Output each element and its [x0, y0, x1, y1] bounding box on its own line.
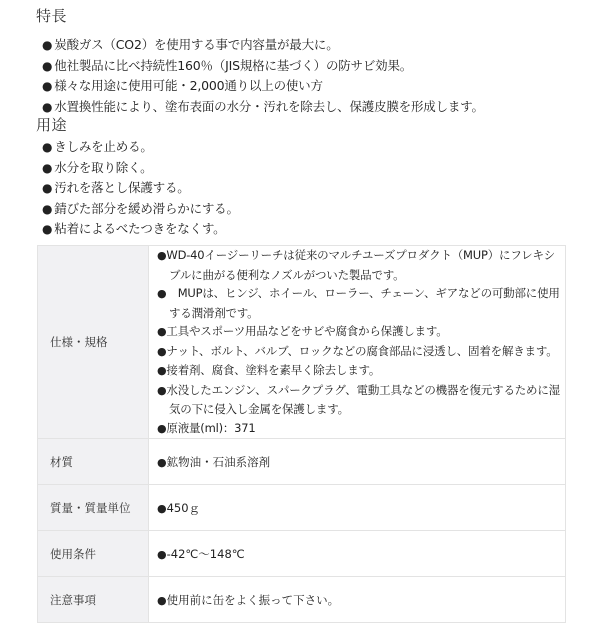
row-value	[149, 531, 566, 577]
uses-section-title: 用途	[36, 116, 68, 134]
use-item: ● 錆びた部分を緩め滑らかにする。	[42, 199, 239, 220]
material-value: ● 鉱物油・石油系溶剤	[157, 455, 270, 469]
features-list	[42, 35, 484, 117]
row-label: 注意事項	[38, 577, 149, 623]
row-label: 使用条件	[38, 531, 149, 577]
feature-item: ● 他社製品に比べ持続性160％（JIS規格に基づく）の防サビ効果。	[42, 56, 484, 77]
spec-item: ● WD-40イージーリーチは従来のマルチユーズプロダクト（MUP）にフレキシブルに曲がる便利なノズルがついた製品です。	[157, 246, 565, 284]
spec-list	[157, 246, 565, 438]
spec-item: ● 原液量(ml)：371	[157, 419, 565, 439]
row-value	[149, 246, 566, 439]
spec-item: ● 水没したエンジン、スパークプラグ、電動工具などの機器を復元するために湿気の下に侵入し金属を保護します。	[157, 381, 565, 419]
table-row	[38, 246, 566, 439]
feature-item: ● 様々な用途に使用可能・2,000通り以上の使い方	[42, 76, 484, 97]
row-value	[149, 439, 566, 485]
weight-value: ● 450ｇ	[157, 501, 200, 515]
spec-item: ● 接着剤、腐食、塗料を素早く除去します。	[157, 361, 565, 381]
features-section-title: 特長	[36, 7, 68, 25]
feature-item: ● 水置換性能により、塗布表面の水分・汚れを除去し、保護皮膜を形成します。	[42, 97, 484, 118]
caution-value: ● 使用前に缶をよく振って下さい。	[157, 593, 339, 607]
operating-condition-value: ● -42℃～148℃	[157, 547, 245, 561]
uses-list	[42, 137, 239, 240]
feature-item: ● 炭酸ガス（CO2）を使用する事で内容量が最大に。	[42, 35, 484, 56]
table-row	[38, 485, 566, 531]
spec-item: ● 工具やスポーツ用品などをサビや腐食から保護します。	[157, 322, 565, 342]
row-label: 材質	[38, 439, 149, 485]
use-item: ● きしみを止める。	[42, 137, 239, 158]
spec-item: ● ナット、ボルト、バルブ、ロックなどの腐食部品に浸透し、固着を解きます。	[157, 342, 565, 362]
use-item: ● 粘着によるべたつきをなくす。	[42, 219, 239, 240]
use-item: ● 汚れを落とし保護する。	[42, 178, 239, 199]
row-value	[149, 485, 566, 531]
row-label: 仕様・規格	[38, 246, 149, 439]
use-item: ● 水分を取り除く。	[42, 158, 239, 179]
spec-table	[37, 245, 566, 623]
table-row	[38, 439, 566, 485]
spec-item: ● MUPは、ヒンジ、ホイール、ローラー、チェーン、ギアなどの可動部に使用する潤滑剤です。	[157, 284, 565, 322]
table-row	[38, 531, 566, 577]
row-label: 質量・質量単位	[38, 485, 149, 531]
